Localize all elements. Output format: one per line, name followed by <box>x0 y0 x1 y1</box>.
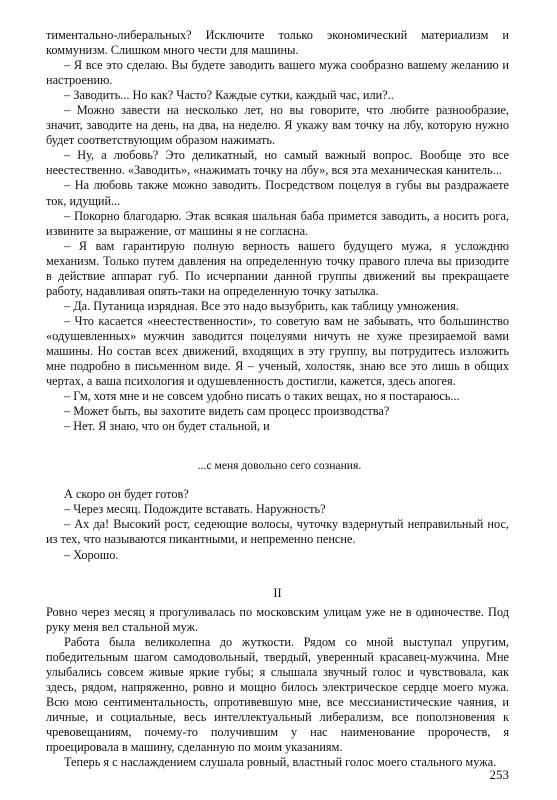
paragraph: – Что касается «неестественности», то советую вам не забывать, что большинство «одушевленных» мужчин заводится поцелуями ничуть не хуже презираемой вами машины. Но состав всех движений, входящих в эту группу, вы потрудитесь изложить мне подробно в письменном виде. Я – ученый, холостяк, знаю все это лишь в общих чертах, а ваша психология и одушевленность достигли, кажется, здесь апогея. <box>46 313 509 389</box>
paragraph: – На любовь также можно заводить. Посредством поцелуя в губы вы раздражаете ток, идущий... <box>46 178 509 208</box>
paragraph: – Нет. Я знаю, что он будет стальной, и <box>64 419 270 434</box>
paragraph: – Может быть, вы захотите видеть сам процесс производства? <box>64 404 390 419</box>
page-number: 253 <box>489 767 509 782</box>
section-number: II <box>273 585 282 600</box>
paragraph: Работа была великолепна до жуткости. Рядом со мной выступал упругим, победительным шагом самодовольный, твердый, уверенный красавец-мужчина. Мне улыбались совсем живые яркие губы; я слышала звучный голос и чувствовала, как здесь, рядом, напряженно, ровно и мощно билось электрическое сердце моего мужа. Всю мою сентиментальность, опротивевшую мне, все мессианистические чаяния, и личные, и социальные, весь интеллектуальный либерализм, все поползновения к чревовещаниям, почему-то получившим у нас наименование пророчеств, я проецировала в машину, сделанную по моим указаниям. <box>46 634 509 755</box>
paragraph: – Покорно благодарю. Этак всякая шальная баба примется заводить, а носить рога, извините за выражение, от машины я не согласна. <box>46 208 509 238</box>
paragraph: – Я вам гарантирую полную верность вашего будущего мужа, я услождню механизм. Только путем давления на определенную точку правого плеча вы призодите в действие аппарат губ. По исчерпании данной группы движений вы прекращаете работу, надавливая опять-таки на определенную точку затылка. <box>46 238 509 298</box>
text-column <box>46 28 509 770</box>
paragraph: – Ну, а любовь? Это деликатный, но самый важный вопрос. Вообще это все неестественно. «Заводить», «нажимать точку на лбу», вся эта механическая канитель... <box>46 148 509 178</box>
paragraph: – Я все это сделаю. Вы будете заводить вашего мужа сообразно вашему желанию и настроению. <box>46 58 509 88</box>
paragraph: – Да. Путаница изрядная. Все это надо вызубрить, как таблицу умножения. <box>64 298 459 313</box>
paragraph: – Хорошо. <box>64 547 119 562</box>
paragraph: Ровно через месяц я прогуливалась по московским улицам уже не в одиночестве. Под руку меня вел стальной муж. <box>46 604 509 634</box>
paragraph: Теперь я с наслаждением слушала ровный, властный голос моего стального мужа. <box>64 755 497 770</box>
paragraph: – Через месяц. Подождите вставать. Наружность? <box>64 502 326 517</box>
paragraph: А скоро он будет готов? <box>64 487 189 502</box>
paragraph: тиментально-либеральных? Исключите только экономический материализм и коммунизм. Слишком много чести для машины. <box>46 28 509 58</box>
paragraph: – Ах да! Высокий рост, седеющие волосы, чуточку вздернутый неправильный нос, из тех, что называются пикантными, и непременно пенсне. <box>46 517 509 547</box>
paragraph: – Гм, хотя мне и не совсем удобно писать о таких вещах, но я постараюсь... <box>64 389 460 404</box>
paragraph: – Заводить... Но как? Часто? Каждые сутки, каждый час, или?.. <box>64 88 394 103</box>
fragment-line: ...с меня довольно сего сознания. <box>197 459 362 473</box>
paragraph: – Можно завести на несколько лет, но вы говорите, что любите разнообразие, значит, заводите на день, на два, на неделю. Я укажу вам точку на лбу, которую нужно будет соответствующим образом нажимать. <box>46 103 509 148</box>
